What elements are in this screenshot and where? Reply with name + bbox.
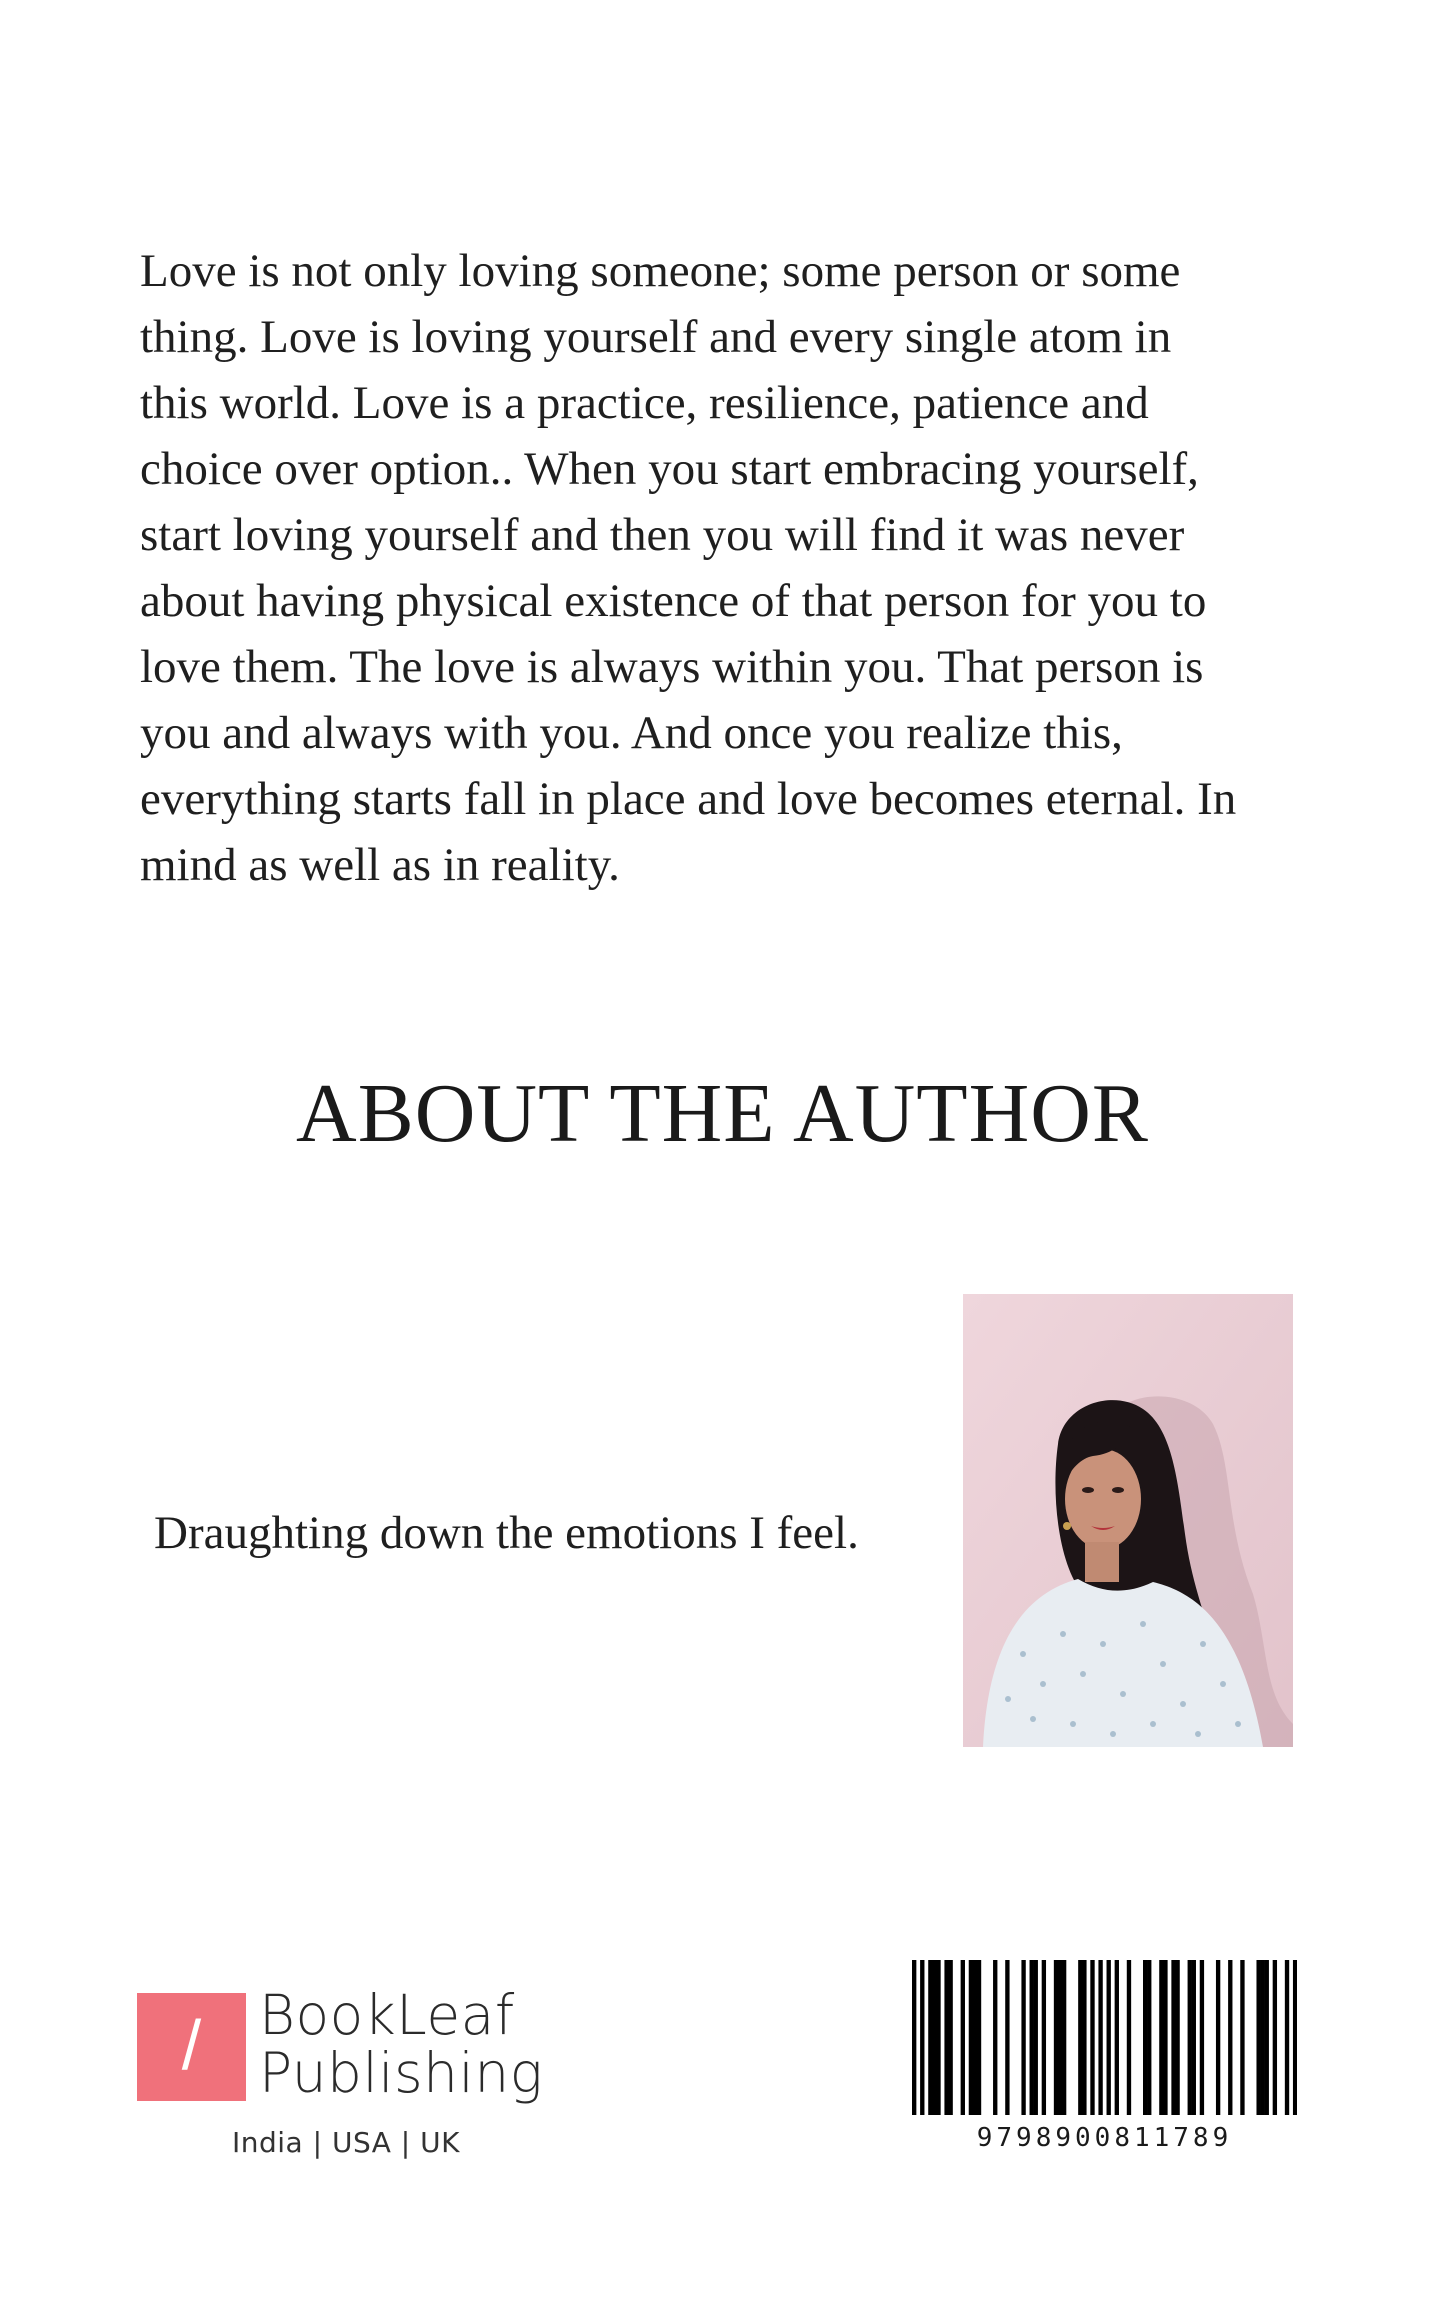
blurb-line: thing. Love is loving yourself and every single atom in xyxy=(140,311,1172,363)
barcode-bar xyxy=(928,1960,932,2115)
barcode-bar xyxy=(1175,1960,1179,2115)
author-photo xyxy=(963,1294,1293,1747)
barcode-bar xyxy=(1256,1960,1260,2115)
barcode-bar xyxy=(969,1960,973,2115)
barcode-bar xyxy=(912,1960,916,2115)
barcode-bar xyxy=(1200,1960,1204,2115)
blurb-line: mind as well as in reality. xyxy=(140,839,620,891)
barcode-bar xyxy=(1082,1960,1086,2115)
barcode-bar xyxy=(1159,1960,1163,2115)
barcode-bar xyxy=(1005,1960,1009,2115)
barcode-bar xyxy=(1042,1960,1046,2115)
barcode-bar xyxy=(1098,1960,1102,2115)
back-cover-blurb xyxy=(140,238,1340,898)
barcode-bar xyxy=(1107,1960,1111,2115)
barcode-bar xyxy=(1054,1960,1058,2115)
barcode-bar xyxy=(1171,1960,1175,2115)
blurb-line: Love is not only loving someone; some person or some xyxy=(140,245,1181,297)
barcode-bar xyxy=(977,1960,981,2115)
publisher-regions: India | USA | UK xyxy=(232,2126,460,2159)
isbn-number: 9798900811789 xyxy=(976,2123,1233,2153)
blurb-line: this world. Love is a practice, resilience, patience and xyxy=(140,377,1149,429)
barcode-bar xyxy=(1240,1960,1244,2115)
barcode-bar xyxy=(1143,1960,1147,2115)
barcode-bar xyxy=(993,1960,997,2115)
barcode-bar xyxy=(1228,1960,1232,2115)
about-author-heading: ABOUT THE AUTHOR xyxy=(296,1067,1149,1160)
barcode-bar xyxy=(1192,1960,1196,2115)
barcode-bar xyxy=(936,1960,940,2115)
barcode-bar xyxy=(961,1960,965,2115)
publisher-name xyxy=(259,1983,544,2105)
barcode-bar xyxy=(948,1960,952,2115)
barcode-bar xyxy=(1078,1960,1082,2115)
blurb-line: start loving yourself and then you will find it was never xyxy=(140,509,1185,561)
barcode-bar xyxy=(920,1960,924,2115)
barcode-bar xyxy=(1188,1960,1192,2115)
blurb-line: about having physical existence of that person for you to xyxy=(140,575,1207,627)
publisher-mark-glyph: / xyxy=(181,2006,202,2084)
barcode-bar xyxy=(1127,1960,1131,2115)
barcode-bar xyxy=(1090,1960,1094,2115)
barcode-bar xyxy=(1265,1960,1269,2115)
publisher-name-line2: Publishing xyxy=(259,2041,544,2105)
barcode-bar xyxy=(1115,1960,1119,2115)
barcode-bar xyxy=(973,1960,977,2115)
barcode-bar xyxy=(1285,1960,1289,2115)
author-bio: Draughting down the emotions I feel. xyxy=(154,1507,859,1559)
publisher-logo xyxy=(137,1983,557,2170)
publisher-mark-icon xyxy=(137,1993,246,2101)
barcode-bar xyxy=(1021,1960,1025,2115)
barcode-bar xyxy=(1034,1960,1038,2115)
barcode-bar xyxy=(944,1960,948,2115)
barcode-bar xyxy=(1030,1960,1034,2115)
barcode-bar xyxy=(1163,1960,1167,2115)
publisher-name-line1: BookLeaf xyxy=(259,1983,515,2047)
blurb-line: choice over option.. When you start embracing yourself, xyxy=(140,443,1199,495)
barcode-bar xyxy=(1273,1960,1277,2115)
barcode-bar xyxy=(932,1960,936,2115)
barcode-bar xyxy=(1216,1960,1220,2115)
blurb-line: love them. The love is always within you. That person is xyxy=(140,641,1204,693)
barcode-bar xyxy=(1293,1960,1297,2115)
barcode-bar xyxy=(1062,1960,1066,2115)
blurb-line: you and always with you. And once you realize this, xyxy=(140,707,1123,759)
barcode-bar xyxy=(1058,1960,1062,2115)
isbn-barcode xyxy=(912,1960,1297,2115)
blurb-line: everything starts fall in place and love becomes eternal. In xyxy=(140,773,1237,825)
barcode-bar xyxy=(1147,1960,1151,2115)
barcode-bar xyxy=(1261,1960,1265,2115)
